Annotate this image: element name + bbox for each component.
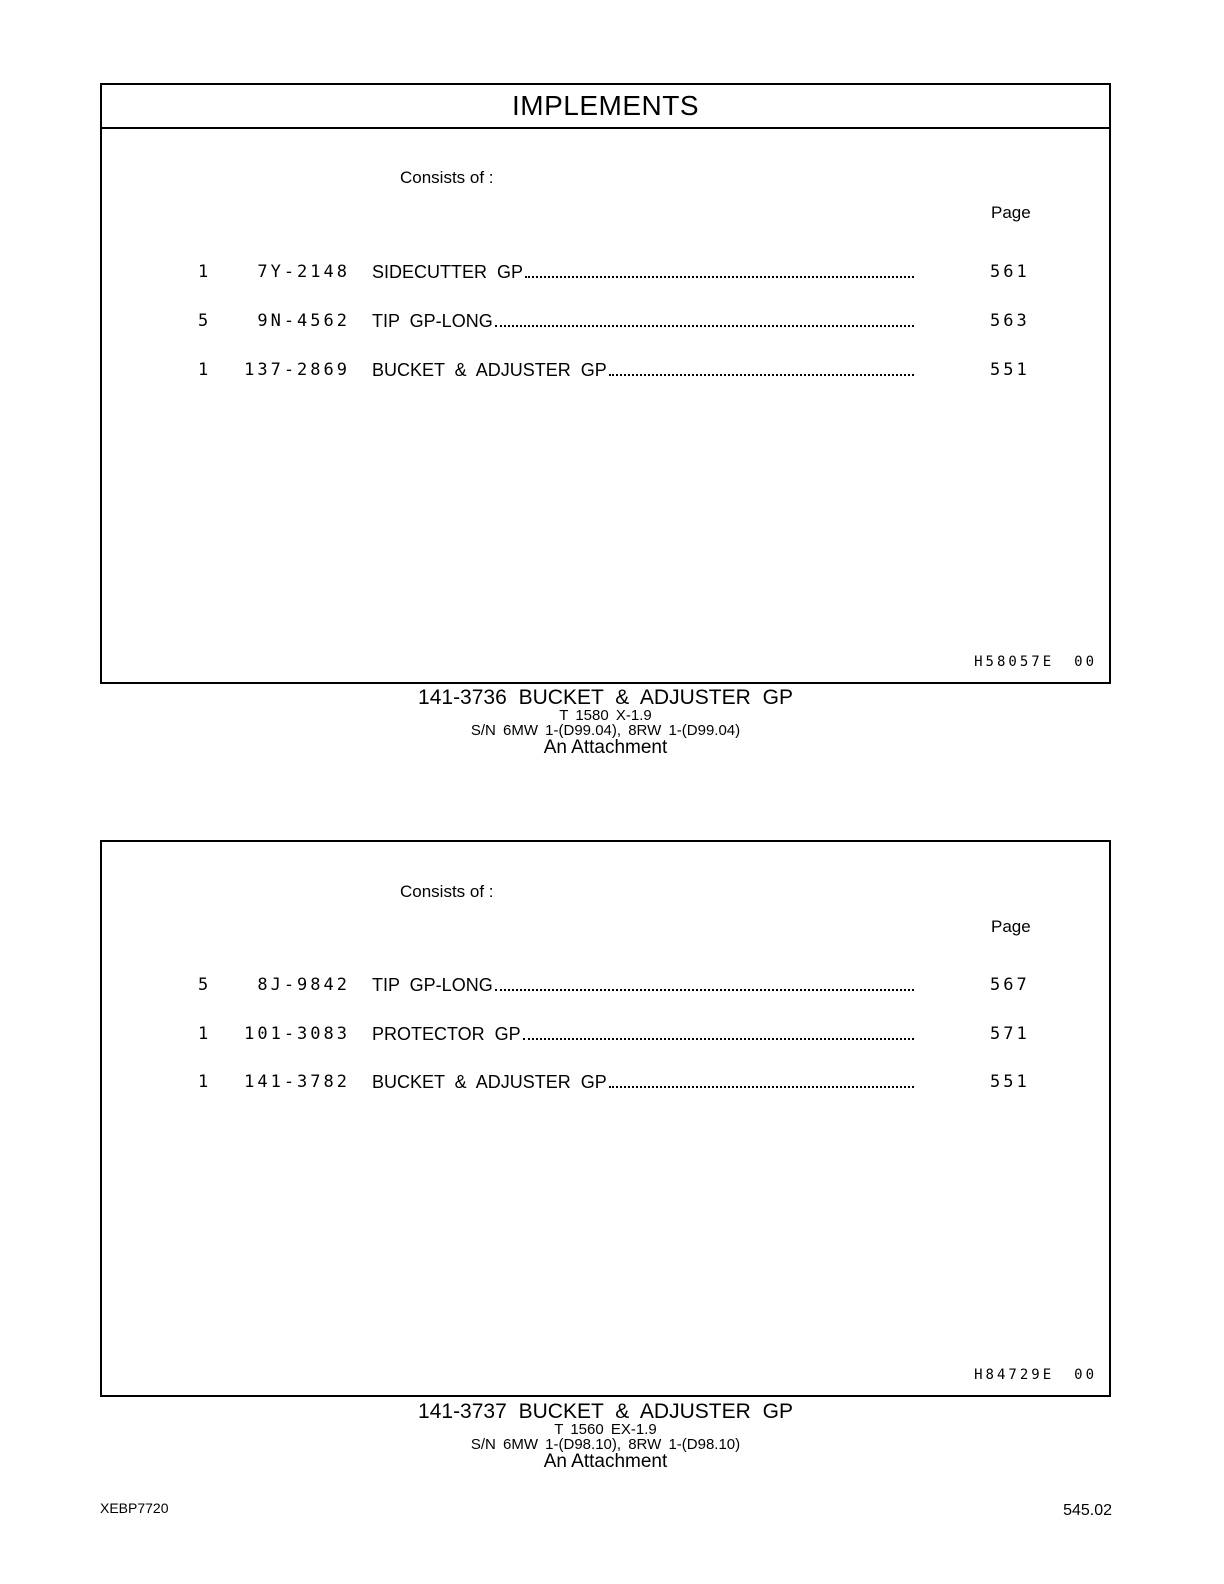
group-caption-serial-numbers: S/N 6MW 1-(D99.04), 8RW 1-(D99.04) xyxy=(470,722,741,739)
group-caption-serial-numbers: S/N 6MW 1-(D98.10), 8RW 1-(D98.10) xyxy=(470,1436,741,1453)
drawing-number: H58057E xyxy=(974,654,1055,670)
item-description: PROTECTOR GP xyxy=(372,1024,521,1044)
drawing-code xyxy=(974,1367,1097,1383)
parts-group-panel-1 xyxy=(100,83,1111,684)
item-page-reference[interactable]: 551 xyxy=(990,1072,1030,1092)
item-description: TIP GP-LONG xyxy=(372,975,493,995)
dot-leader xyxy=(495,989,914,991)
drawing-revision: 00 xyxy=(1074,654,1097,670)
group-caption-2 xyxy=(100,1401,1111,1471)
parts-list-item[interactable] xyxy=(102,1024,1109,1048)
item-part-number[interactable]: 137-2869 xyxy=(244,360,350,380)
item-quantity: 1 xyxy=(198,360,211,380)
consists-of-label: Consists of : xyxy=(400,882,494,901)
item-page-reference[interactable]: 561 xyxy=(990,262,1030,282)
group-caption-title: 141-3737 BUCKET & ADJUSTER GP xyxy=(418,1400,793,1423)
item-quantity: 1 xyxy=(198,262,211,282)
item-page-reference[interactable]: 551 xyxy=(990,360,1030,380)
item-description-leader xyxy=(372,360,914,381)
item-quantity: 1 xyxy=(198,1024,211,1044)
item-part-number[interactable]: 101-3083 xyxy=(244,1024,350,1044)
dot-leader xyxy=(495,325,914,327)
item-description: BUCKET & ADJUSTER GP xyxy=(372,1072,607,1092)
item-description: SIDECUTTER GP xyxy=(372,262,524,282)
group-caption-note: An Attachment xyxy=(543,1451,668,1472)
item-quantity: 1 xyxy=(198,1072,211,1092)
parts-list-item[interactable] xyxy=(102,262,1109,286)
item-page-reference[interactable]: 567 xyxy=(990,975,1030,995)
item-description: BUCKET & ADJUSTER GP xyxy=(372,360,607,380)
item-part-number[interactable]: 7Y-2148 xyxy=(257,262,350,282)
page-column-label: Page xyxy=(991,203,1031,222)
section-header xyxy=(102,85,1109,129)
item-description-leader xyxy=(372,311,914,332)
item-part-number[interactable]: 8J-9842 xyxy=(257,975,350,995)
item-quantity: 5 xyxy=(198,311,211,331)
item-part-number[interactable]: 141-3782 xyxy=(244,1072,350,1092)
group-caption-note: An Attachment xyxy=(543,737,668,758)
dot-leader xyxy=(609,374,914,376)
item-description-leader xyxy=(372,262,914,283)
page-column-label: Page xyxy=(991,917,1031,936)
parts-list-item[interactable] xyxy=(102,975,1109,999)
group-caption-arrangement: T 1580 X-1.9 xyxy=(559,707,652,724)
item-page-reference[interactable]: 563 xyxy=(990,311,1030,331)
drawing-code xyxy=(974,654,1097,670)
item-part-number[interactable]: 9N-4562 xyxy=(257,311,350,331)
parts-group-panel-2 xyxy=(100,840,1111,1397)
item-description-leader xyxy=(372,1024,914,1045)
footer-document-id: XEBP7720 xyxy=(100,1500,169,1516)
footer-page-number: 545.02 xyxy=(1063,1502,1112,1519)
parts-list-item[interactable] xyxy=(102,1072,1109,1096)
dot-leader xyxy=(525,276,914,278)
parts-list-item[interactable] xyxy=(102,360,1109,384)
group-caption-title: 141-3736 BUCKET & ADJUSTER GP xyxy=(418,686,793,709)
section-title: IMPLEMENTS xyxy=(511,90,700,121)
group-caption-arrangement: T 1560 EX-1.9 xyxy=(554,1421,657,1438)
item-page-reference[interactable]: 571 xyxy=(990,1024,1030,1044)
dot-leader xyxy=(523,1038,914,1040)
parts-list-item[interactable] xyxy=(102,311,1109,335)
item-description-leader xyxy=(372,975,914,996)
item-description-leader xyxy=(372,1072,914,1093)
drawing-number: H84729E xyxy=(974,1367,1055,1383)
group-caption-1 xyxy=(100,687,1111,757)
item-description: TIP GP-LONG xyxy=(372,311,493,331)
consists-of-label: Consists of : xyxy=(400,168,494,187)
drawing-revision: 00 xyxy=(1074,1367,1097,1383)
item-quantity: 5 xyxy=(198,975,211,995)
dot-leader xyxy=(609,1086,914,1088)
